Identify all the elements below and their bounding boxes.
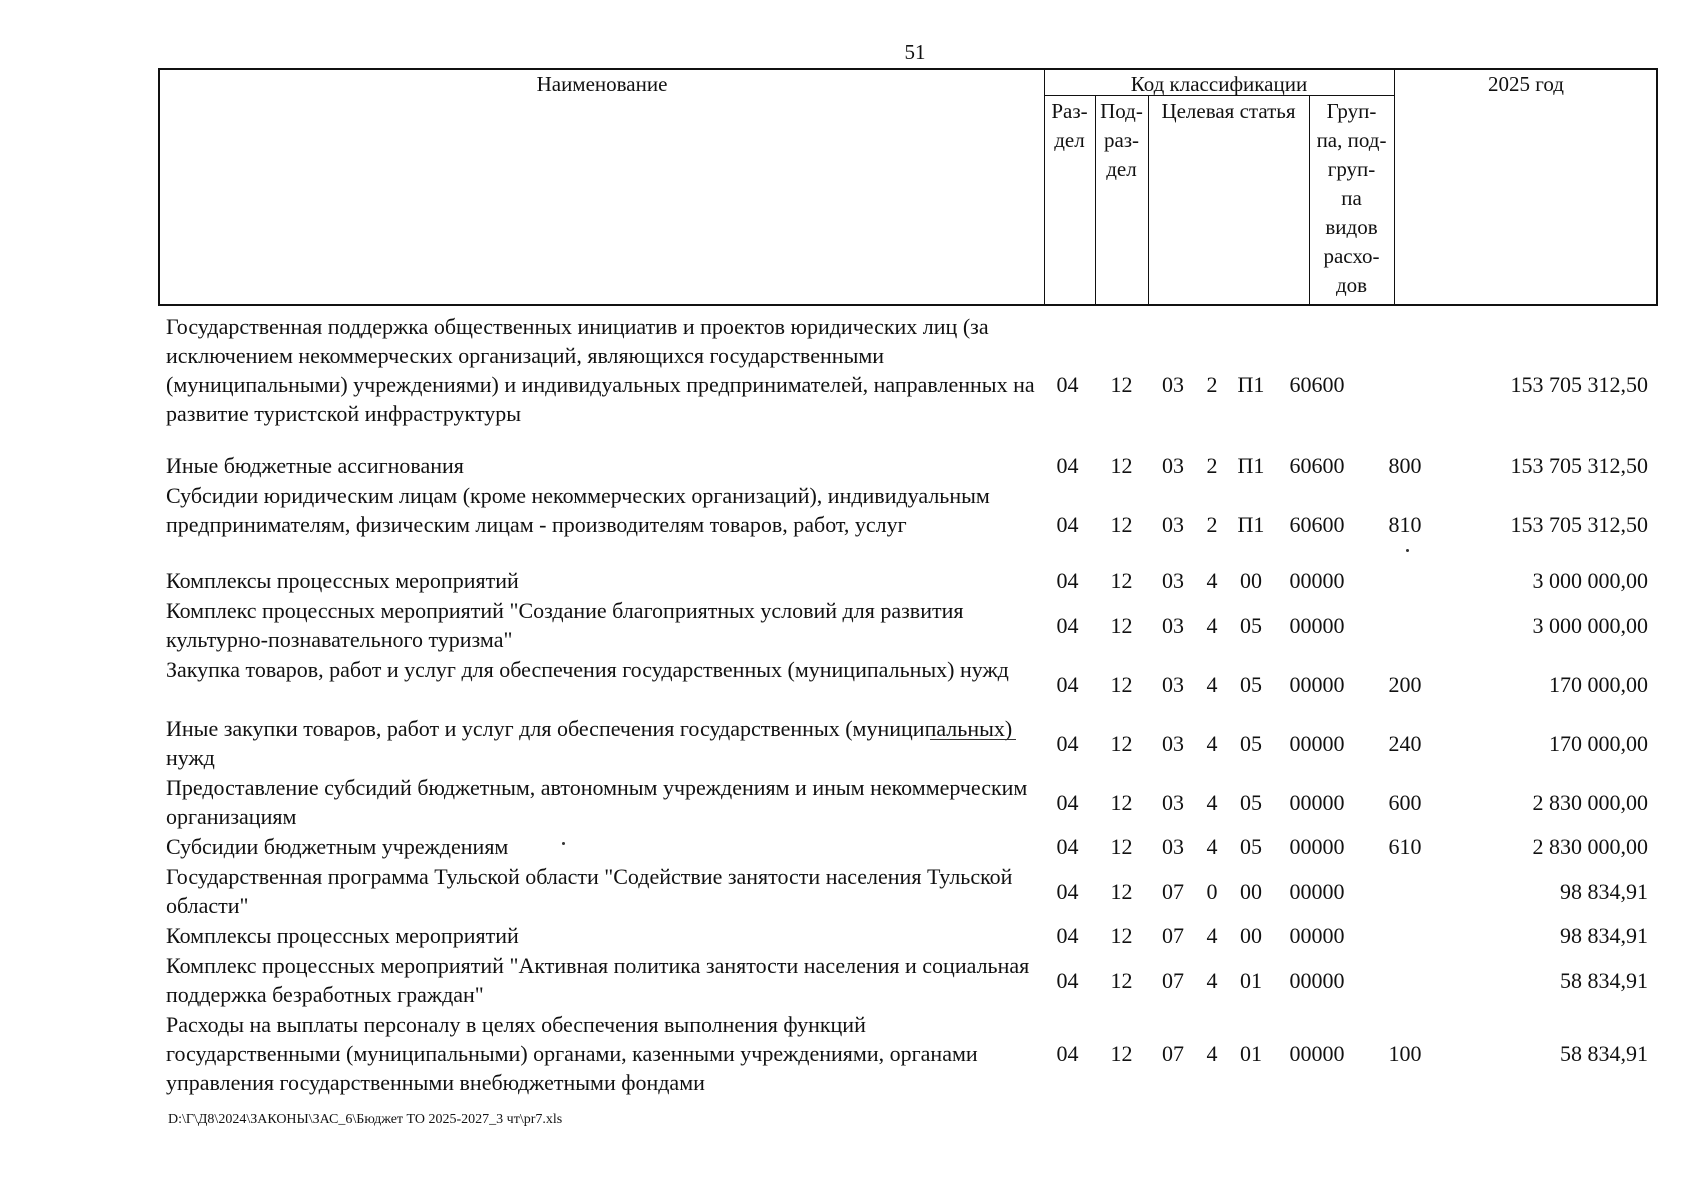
table-row	[0, 655, 1692, 713]
row-amount: 3 000 000,00	[1532, 612, 1648, 638]
row-amount: 2 830 000,00	[1532, 834, 1648, 859]
table-row	[0, 481, 1692, 568]
row-razdel: 04	[1056, 967, 1079, 993]
row-amount: 170 000,00	[1549, 671, 1648, 697]
row-t4: 00000	[1289, 671, 1345, 697]
row-razdel: 04	[1056, 372, 1079, 397]
row-razdel: 04	[1056, 923, 1079, 948]
ink-speck	[1406, 549, 1409, 552]
row-name: Субсидии юридическим лицам (кроме некоммерческих организаций), индивидуальным предпринимателям, физическим лицам - производителям товаров, работ, услуг	[166, 483, 990, 537]
row-t3: П1	[1237, 372, 1265, 397]
row-t2: 2	[1206, 372, 1218, 397]
row-name: Государственная программа Тульской области "Содействие занятости населения Тульской области"	[166, 864, 1013, 918]
table-row	[0, 566, 1692, 595]
row-t4: 00000	[1289, 834, 1345, 859]
row-t4: 00000	[1289, 967, 1345, 993]
row-t3: 05	[1240, 730, 1262, 756]
table-row	[0, 951, 1692, 1009]
row-t1: 07	[1162, 967, 1184, 993]
page-number: 51	[904, 40, 926, 64]
row-group: 810	[1388, 512, 1422, 537]
row-group: 240	[1388, 730, 1422, 756]
row-t4: 00000	[1289, 878, 1345, 904]
row-t2: 4	[1206, 1041, 1218, 1066]
row-podrazdel: 12	[1110, 789, 1133, 815]
row-t1: 03	[1162, 834, 1184, 859]
row-razdel: 04	[1056, 1041, 1079, 1066]
row-podrazdel: 12	[1110, 372, 1133, 397]
row-t3: 05	[1240, 789, 1262, 815]
row-t2: 4	[1206, 730, 1218, 756]
header-code-group: Код классификации	[1130, 72, 1308, 96]
header-target: Целевая статья	[1161, 99, 1296, 123]
row-t2: 4	[1206, 789, 1218, 815]
header-razdel: Раз- дел	[1051, 99, 1088, 152]
row-podrazdel: 12	[1110, 512, 1133, 537]
row-t2: 4	[1206, 612, 1218, 638]
row-name: Комплекс процессных мероприятий "Активная политика занятости населения и социальная поддержка безработных граждан"	[166, 953, 1030, 1007]
row-t4: 60600	[1289, 372, 1345, 397]
row-t3: 01	[1240, 1041, 1262, 1066]
row-razdel: 04	[1056, 730, 1079, 756]
row-t1: 03	[1162, 671, 1184, 697]
row-group: 200	[1388, 671, 1422, 697]
row-name: Комплексы процессных мероприятий	[166, 568, 519, 593]
row-t1: 03	[1162, 789, 1184, 815]
row-podrazdel: 12	[1110, 967, 1133, 993]
row-t3: 05	[1240, 834, 1262, 859]
row-t1: 03	[1162, 512, 1184, 537]
row-group: 100	[1388, 1041, 1422, 1066]
row-name: Государственная поддержка общественных инициатив и проектов юридических лиц (за исключением некоммерческих организаций, являющихся государственными (муниципальными) учреждениями) и индивидуальных предпринимателей, направленных на развитие туристской инфраструктуры	[166, 314, 1035, 426]
row-t1: 03	[1162, 372, 1184, 397]
row-t4: 00000	[1289, 568, 1345, 593]
table-row	[0, 596, 1692, 654]
row-amount: 58 834,91	[1560, 1041, 1648, 1066]
divider	[1148, 95, 1149, 304]
row-amount: 170 000,00	[1549, 730, 1648, 756]
row-podrazdel: 12	[1110, 923, 1133, 948]
row-podrazdel: 12	[1110, 878, 1133, 904]
row-razdel: 04	[1056, 789, 1079, 815]
row-t2: 0	[1206, 878, 1218, 904]
row-t3: 01	[1240, 967, 1262, 993]
divider	[1394, 70, 1395, 304]
row-t1: 07	[1162, 1041, 1184, 1066]
row-name: Закупка товаров, работ и услуг для обеспечения государственных (муниципальных) нужд	[166, 657, 1009, 682]
row-t4: 00000	[1289, 923, 1345, 948]
row-amount: 58 834,91	[1560, 967, 1648, 993]
row-podrazdel: 12	[1110, 612, 1133, 638]
table-row	[0, 862, 1692, 920]
row-podrazdel: 12	[1110, 671, 1133, 697]
row-t4: 00000	[1289, 789, 1345, 815]
file-path-footer: D:\Г\Д8\2024\ЗАКОНЫ\ЗАС_6\Бюджет ТО 2025-2027_3 чт\pr7.xls	[168, 1112, 563, 1127]
row-t1: 03	[1162, 453, 1184, 478]
row-t4: 60600	[1289, 453, 1345, 478]
row-name: Расходы на выплаты персоналу в целях обеспечения выполнения функций государственными (муниципальными) органами, казенными учреждениями, органами управления государственными внебюджетными фондами	[166, 1012, 978, 1095]
row-t4: 00000	[1289, 730, 1345, 756]
table-row	[0, 1010, 1692, 1097]
row-name: Иные бюджетные ассигнования	[166, 453, 464, 478]
row-name: Предоставление субсидий бюджетным, автономным учреждениям и иным некоммерческим организациям	[166, 775, 1028, 829]
header-name: Наименование	[536, 72, 668, 96]
row-podrazdel: 12	[1110, 834, 1133, 859]
row-group: 600	[1388, 789, 1422, 815]
row-t2: 4	[1206, 671, 1218, 697]
table-header	[158, 68, 1658, 306]
table-row	[0, 832, 1692, 861]
row-t2: 4	[1206, 834, 1218, 859]
row-t2: 4	[1206, 568, 1218, 593]
row-razdel: 04	[1056, 878, 1079, 904]
row-t4: 60600	[1289, 512, 1345, 537]
row-amount: 98 834,91	[1560, 878, 1648, 904]
row-razdel: 04	[1056, 834, 1079, 859]
row-podrazdel: 12	[1110, 568, 1133, 593]
row-name: Иные закупки товаров, работ и услуг для обеспечения государственных (муниципальных) нужд	[166, 716, 1013, 770]
row-t3: П1	[1237, 512, 1265, 537]
row-t3: 00	[1240, 568, 1262, 593]
row-name: Комплексы процессных мероприятий	[166, 923, 519, 948]
row-t2: 4	[1206, 967, 1218, 993]
row-t3: 05	[1240, 612, 1262, 638]
pen-mark	[930, 739, 1016, 740]
table-row	[0, 312, 1692, 457]
row-razdel: 04	[1056, 512, 1079, 537]
row-amount: 2 830 000,00	[1532, 789, 1648, 815]
row-t2: 2	[1206, 453, 1218, 478]
header-year: 2025 год	[1488, 72, 1564, 96]
row-razdel: 04	[1056, 453, 1079, 478]
row-t2: 4	[1206, 923, 1218, 948]
row-t3: 00	[1240, 878, 1262, 904]
table-row	[0, 451, 1692, 480]
row-group: 800	[1388, 453, 1422, 478]
row-t1: 03	[1162, 730, 1184, 756]
row-amount: 3 000 000,00	[1532, 568, 1648, 593]
table-row	[0, 714, 1692, 772]
row-podrazdel: 12	[1110, 1041, 1133, 1066]
row-t1: 07	[1162, 923, 1184, 948]
row-t4: 00000	[1289, 612, 1345, 638]
row-t1: 07	[1162, 878, 1184, 904]
row-t3: 05	[1240, 671, 1262, 697]
row-t1: 03	[1162, 612, 1184, 638]
row-amount: 153 705 312,50	[1510, 512, 1648, 537]
row-t4: 00000	[1289, 1041, 1345, 1066]
row-t3: 00	[1240, 923, 1262, 948]
row-amount: 153 705 312,50	[1510, 372, 1648, 397]
row-razdel: 04	[1056, 671, 1079, 697]
header-podrazdel: Под- раз- дел	[1100, 99, 1143, 181]
row-group: 610	[1388, 834, 1422, 859]
row-t2: 2	[1206, 512, 1218, 537]
row-name: Субсидии бюджетным учреждениям	[166, 834, 509, 859]
ink-speck	[562, 842, 565, 845]
row-amount: 98 834,91	[1560, 923, 1648, 948]
row-amount: 153 705 312,50	[1510, 453, 1648, 478]
row-t1: 03	[1162, 568, 1184, 593]
table-row	[0, 921, 1692, 950]
row-t3: П1	[1237, 453, 1265, 478]
row-razdel: 04	[1056, 612, 1079, 638]
row-name: Комплекс процессных мероприятий "Создание благоприятных условий для развития культурно-познавательного туризма"	[166, 598, 964, 652]
header-expense-group: Груп- па, под- груп- па видов расхо- дов	[1316, 99, 1387, 297]
row-podrazdel: 12	[1110, 453, 1133, 478]
table-row	[0, 773, 1692, 831]
row-podrazdel: 12	[1110, 730, 1133, 756]
row-razdel: 04	[1056, 568, 1079, 593]
